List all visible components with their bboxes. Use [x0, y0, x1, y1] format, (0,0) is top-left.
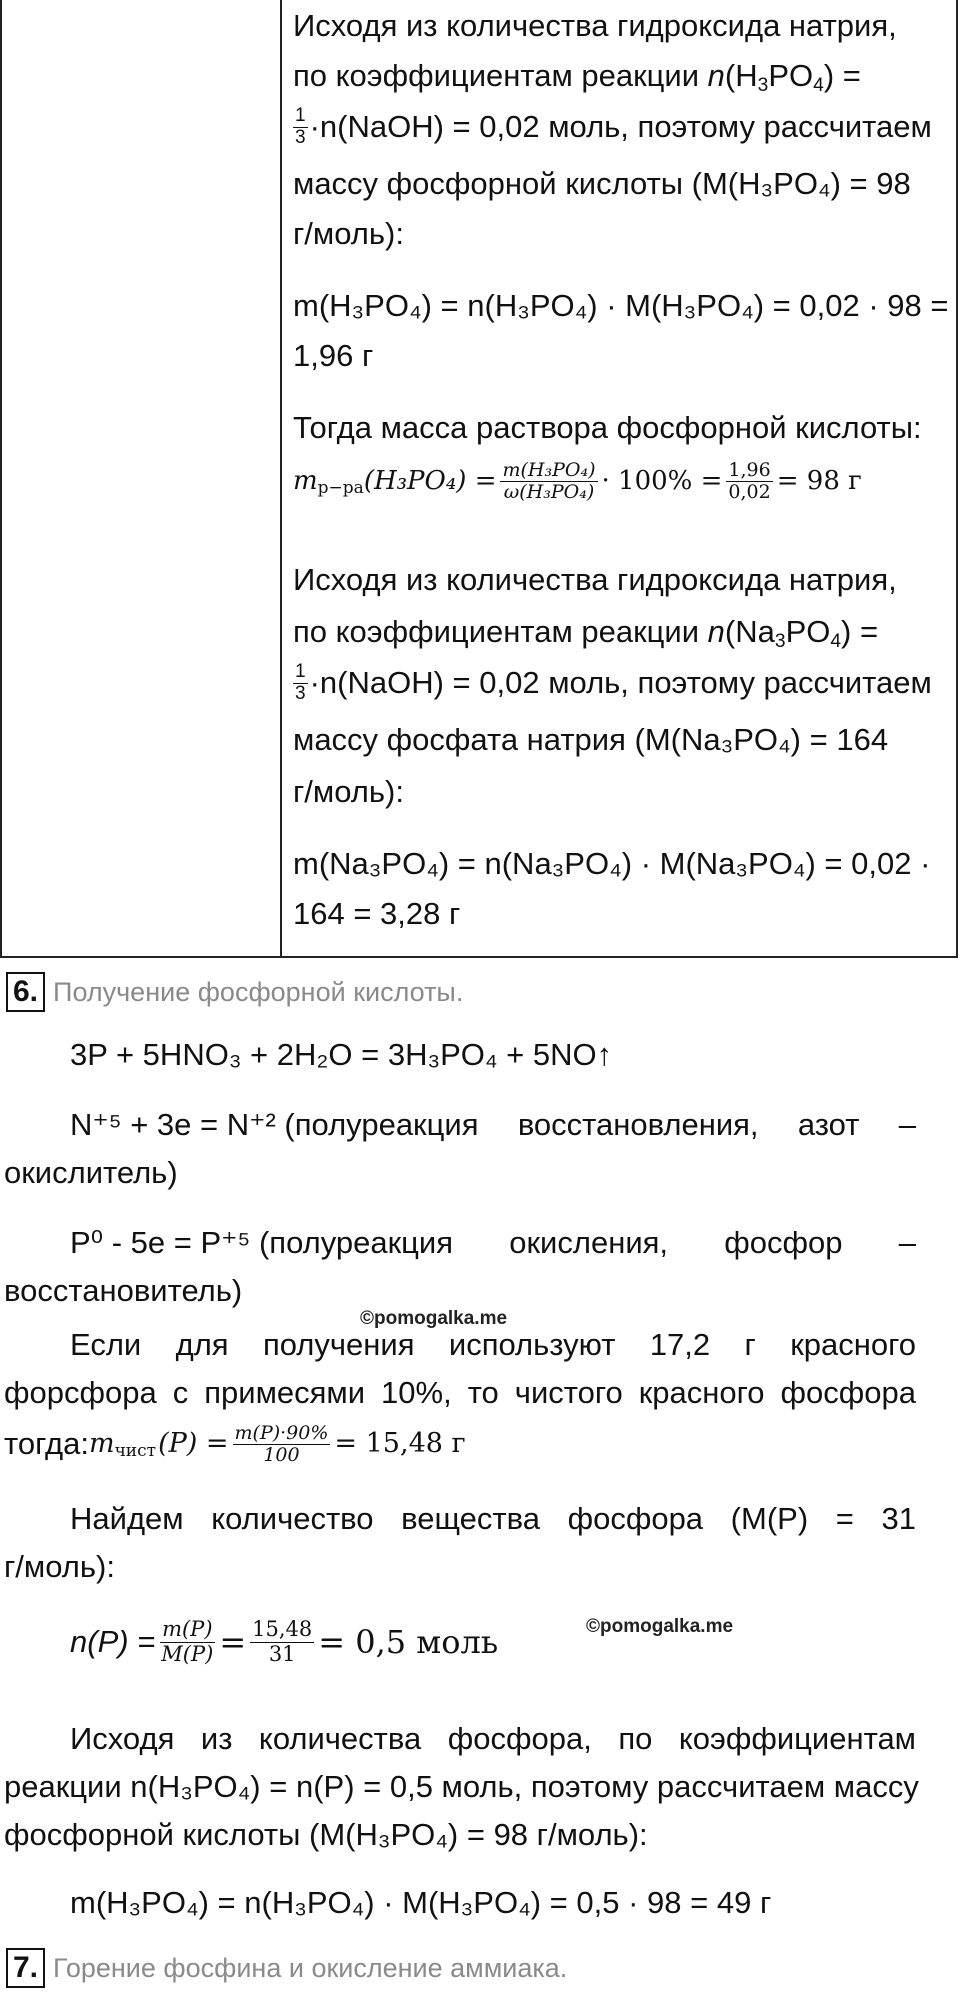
- formula-fraction: $\frac{m(P)}{M(P)}$: [161, 1617, 214, 1666]
- fraction-one-third: $\frac{1}{3}$: [295, 105, 306, 148]
- half-reaction-2: P⁰ - 5e = P⁺⁵ (полуреакция окисления, фосфор –: [70, 1225, 916, 1260]
- paragraph-line: фосфорной кислоты (M(H₃PO₄) = 98 г/моль):: [4, 1817, 648, 1852]
- paragraph-line: реакции n(H₃PO₄) = n(P) = 0,5 моль, поэтому рассчитаем массу: [4, 1769, 919, 1804]
- table-column-divider: [280, 0, 282, 956]
- watermark: ©pomogalka.me: [360, 1308, 508, 1329]
- final-mass-equation: m(H₃PO₄) = n(H₃PO₄) · M(H₃PO₄) = 0,5 · 98 = 49 г: [70, 1885, 772, 1920]
- section-6: [0, 958, 960, 2000]
- formula-fraction: $\frac{15,48}{31}$: [252, 1617, 313, 1666]
- cell-text-line: г/моль):: [293, 216, 404, 251]
- cell-text-line: массу фосфата натрия (M(Na₃PO₄) = 164: [293, 722, 889, 757]
- paragraph-line: Найдем количество вещества фосфора (M(P) = 31: [70, 1501, 916, 1536]
- section-number: 6.: [6, 972, 45, 1012]
- reaction-equation: 3P + 5HNO₃ + 2H₂O = 3H₃PO₄ + 5NO↑: [70, 1037, 613, 1072]
- cell-text-line: $\frac{1}{3}$ ·n(NaOH) = 0,02 моль, поэтому рассчитаем: [295, 661, 932, 704]
- half-reaction-1-cont: окислитель): [4, 1155, 178, 1190]
- formula-fraction: $\frac{1,96}{0,02}$: [728, 459, 771, 503]
- section-title: Получение фосфорной кислоты.: [53, 977, 464, 1007]
- section-title: Горение фосфина и окисление аммиака.: [53, 1953, 568, 1983]
- paragraph-line: Исходя из количества фосфора, по коэффициентам: [70, 1721, 916, 1756]
- solution-table: [0, 0, 958, 958]
- paragraph-line: Если для получения используют 17,2 г красного: [70, 1327, 916, 1362]
- cell-text-line: массу фосфорной кислоты (M(H₃PO₄) = 98: [293, 166, 911, 201]
- cell-text-line: m(Na₃PO₄) = n(Na₃PO₄) · M(Na₃PO₄) = 0,02 ·: [293, 846, 931, 881]
- section-7-header: [6, 1946, 567, 1989]
- fraction-one-third: $\frac{1}{3}$: [295, 661, 306, 704]
- cell-text-line: m(H₃PO₄) = n(H₃PO₄) · M(H₃PO₄) = 0,02 · 98 =: [293, 288, 949, 323]
- pure-phosphorus-formula: тогда: m чист (P) = $\frac{m(P)\cdot 90\%}{100}$ = 15,48 г: [4, 1421, 466, 1466]
- paragraph-line: г/моль):: [4, 1549, 115, 1584]
- watermark: ©pomogalka.me: [586, 1616, 734, 1637]
- section-number: 7.: [6, 1948, 45, 1988]
- cell-text-line: по коэффициентам реакции $n(H_3PO_4)$ =: [293, 58, 861, 96]
- section-6-header: [6, 970, 463, 1013]
- cell-text-line: Исходя из количества гидроксида натрия,: [293, 8, 897, 43]
- cell-text-line: по коэффициентам реакции $n(Na_3PO_4)$ =: [293, 614, 879, 652]
- moles-formula: n(P) = $\frac{m(P)}{M(P)}$ = $\frac{15,48}{31}$ = 0,5 моль: [70, 1617, 499, 1666]
- paragraph-line: форсфора с примесями 10%, то чистого красного фосфора: [4, 1375, 916, 1410]
- formula-fraction: $\frac{\text{m(H₃PO₄)}}{\text{ω(H₃PO₄)}}$: [502, 459, 596, 503]
- cell-text-line: 164 = 3,28 г: [293, 896, 461, 931]
- formula-fraction: $\frac{m(P)\cdot 90\%}{100}$: [234, 1421, 329, 1466]
- half-reaction-2-cont: восстановитель): [4, 1273, 243, 1308]
- cell-text-line: г/моль):: [293, 774, 404, 809]
- cell-text-line: $\frac{1}{3}$ ·n(NaOH) = 0,02 моль, поэтому рассчитаем: [295, 105, 932, 148]
- solution-mass-formula: m р−ра (H₃PO₄) = $\frac{\text{m(H₃PO₄)}}{\text{ω(H₃PO₄)}}$ · 100% = $\frac{1,96}{0,02}$ = 98 г: [293, 459, 862, 503]
- cell-text-line: Тогда масса раствора фосфорной кислоты:: [293, 410, 922, 445]
- cell-text-line: Исходя из количества гидроксида натрия,: [293, 562, 897, 597]
- cell-text-line: 1,96 г: [293, 338, 374, 373]
- half-reaction-1: N⁺⁵ + 3e = N⁺² (полуреакция восстановления, азот –: [70, 1107, 916, 1142]
